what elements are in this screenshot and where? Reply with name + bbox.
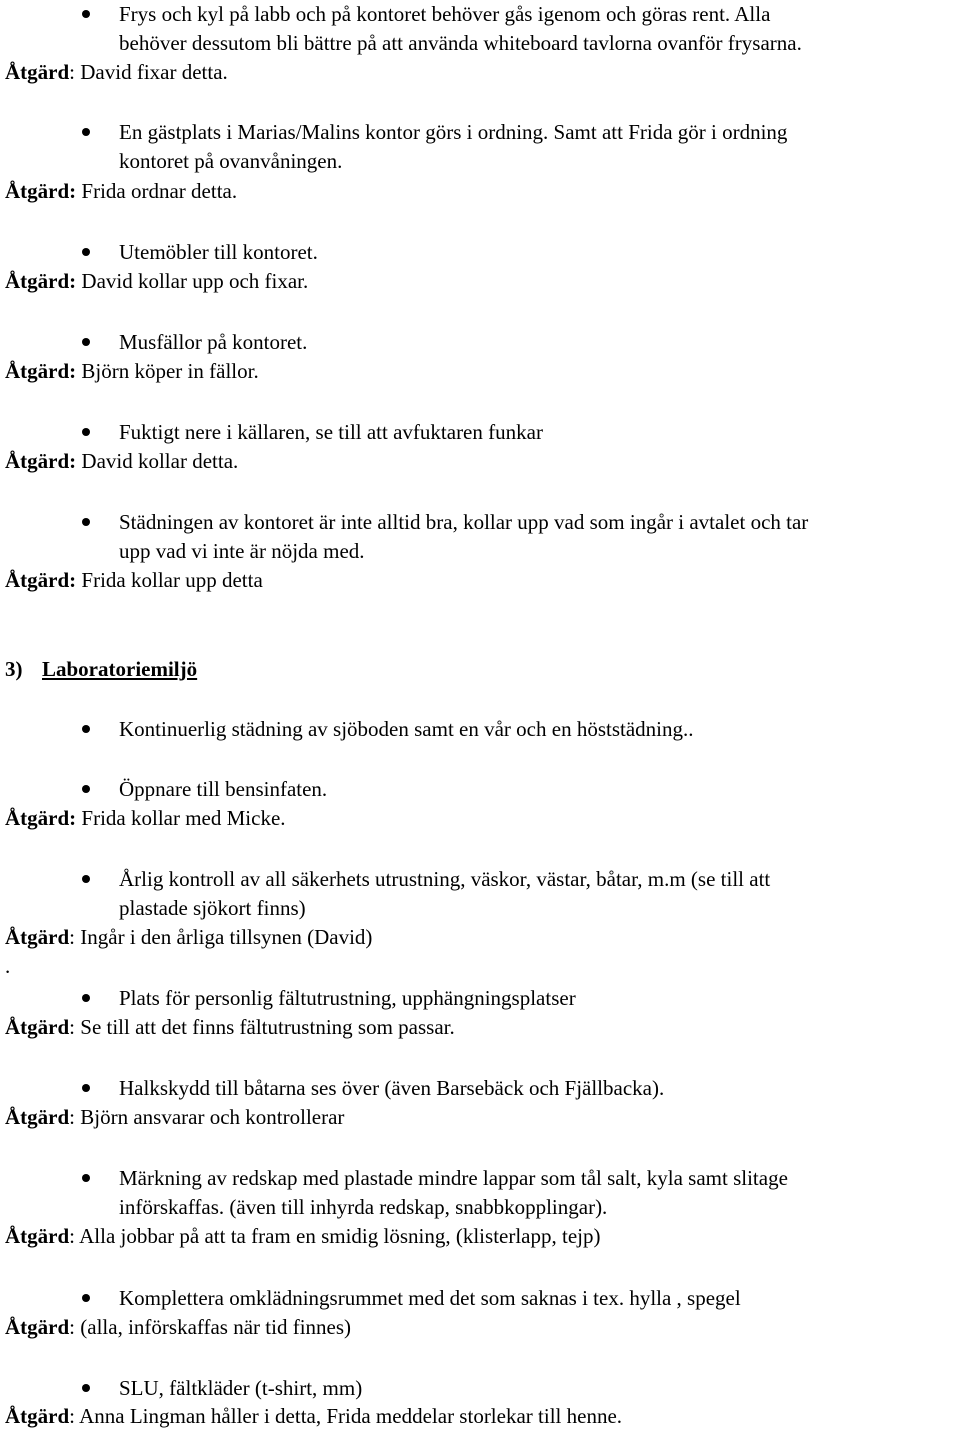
bullet-icon [82,875,90,883]
action-label: Åtgärd: [5,359,77,383]
action-line [5,1103,344,1132]
bullet-icon [82,725,90,733]
action-colon: : [69,1105,76,1129]
action-text: David kollar detta. [76,449,239,473]
action-line [5,357,259,386]
bullet-icon [82,428,90,436]
bullet-icon [82,248,90,256]
action-text: Björn köper in fällor. [76,359,259,383]
item-text: En gästplats i Marias/Malins kontor görs i ordning. Samt att Frida gör i ordning [119,120,788,144]
item-text: Komplettera omklädningsrummet med det som saknas i tex. hylla , spegel [119,1286,741,1310]
action-line [5,1313,351,1342]
item-text: Utemöbler till kontoret. [119,240,318,264]
item-text: Årlig kontroll av all säkerhets utrustning, väskor, västar, båtar, m.m (se till att [119,867,771,891]
bullet-icon [82,1084,90,1092]
item-text: kontoret på ovanvåningen. [119,149,343,173]
bullet-icon [82,1294,90,1302]
item-text: Märkning av redskap med plastade mindre lappar som tål salt, kyla samt slitage [119,1166,788,1190]
bullet-icon [82,1384,90,1392]
action-text: Frida kollar upp detta [76,568,263,592]
item-text: Kontinuerlig städning av sjöboden samt en vår och en höststädning.. [119,717,694,741]
bullet-icon [82,785,90,793]
action-colon: : [69,1315,76,1339]
item-text: Öppnare till bensinfaten. [119,777,328,801]
item-text: upp vad vi inte är nöjda med. [119,539,365,563]
action-label: Åtgärd [5,1105,70,1129]
item-text: SLU, fältkläder (t-shirt, mm) [119,1376,363,1400]
action-text: Anna Lingman håller i detta, Frida meddelar storlekar till henne. [75,1404,623,1428]
section-number: 3) [5,657,23,681]
action-label: Åtgärd [5,60,70,84]
action-label: Åtgärd [5,1015,70,1039]
action-label: Åtgärd: [5,806,77,830]
action-colon: : [69,1015,76,1039]
section-title: Laboratoriemiljö [42,657,198,681]
item-text: plastade sjökort finns) [119,896,306,920]
action-label: Åtgärd: [5,179,77,203]
action-text: Frida kollar med Micke. [76,806,286,830]
action-label: Åtgärd: [5,568,77,592]
item-text: Frys och kyl på labb och på kontoret behöver gås igenom och göras rent. Alla [119,2,771,26]
item-text: Städningen av kontoret är inte alltid bra, kollar upp vad som ingår i avtalet och tar [119,510,809,534]
action-label: Åtgärd: [5,269,77,293]
action-label: Åtgärd [5,1224,70,1248]
item-text: Plats för personlig fältutrustning, upphängningsplatser [119,986,576,1010]
action-text: Björn ansvarar och kontrollerar [75,1105,345,1129]
item-text: Fuktigt nere i källaren, se till att avfuktaren funkar [119,420,543,444]
action-label: Åtgärd [5,925,70,949]
action-line [5,923,372,952]
action-line [5,1402,622,1431]
action-text: David kollar upp och fixar. [76,269,309,293]
bullet-icon [82,10,90,18]
action-line [5,804,286,833]
action-text: Se till att det finns fältutrustning som passar. [75,1015,455,1039]
bullet-icon [82,338,90,346]
bullet-icon [82,128,90,136]
action-label: Åtgärd: [5,449,77,473]
action-line [5,447,238,476]
action-colon: : [69,1404,76,1428]
action-line [5,1013,455,1042]
action-line [5,58,228,87]
action-text: David fixar detta. [75,60,228,84]
bullet-icon [82,994,90,1002]
action-line [5,1222,600,1251]
section-heading [0,655,400,684]
action-colon: : [69,60,76,84]
action-text: Alla jobbar på att ta fram en smidig lösning, (klisterlapp, tejp) [75,1224,601,1248]
action-line [5,566,263,595]
action-line [5,177,237,206]
action-label: Åtgärd [5,1404,70,1428]
action-label: Åtgärd [5,1315,70,1339]
item-text: Halkskydd till båtarna ses över (även Barsebäck och Fjällbacka). [119,1076,665,1100]
action-text: Frida ordnar detta. [76,179,238,203]
bullet-icon [82,1174,90,1182]
action-line [5,267,308,296]
action-text: (alla, införskaffas när tid finnes) [75,1315,352,1339]
item-text: införskaffas. (även till inhyrda redskap, snabbkopplingar). [119,1195,608,1219]
item-text: Musfällor på kontoret. [119,330,308,354]
stray-period: . [5,954,11,978]
bullet-icon [82,518,90,526]
item-text: behöver dessutom bli bättre på att använda whiteboard tavlorna ovanför frysarna. [119,31,802,55]
action-colon: : [69,1224,76,1248]
action-text: Ingår i den årliga tillsynen (David) [75,925,373,949]
action-colon: : [69,925,76,949]
